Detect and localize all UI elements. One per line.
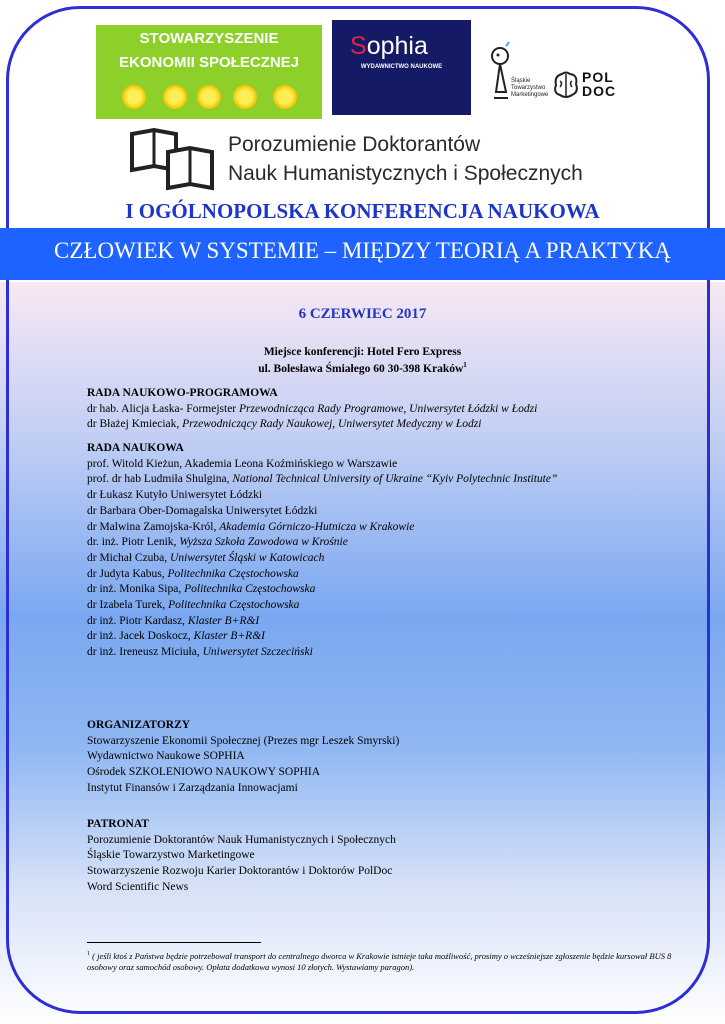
member-row [87, 567, 557, 583]
footnote: $^1$ ( jeśli ktoś z Państwa będzie potrzebował transport do centralnego dworca w Krakowie istnieje taka możliwość, prosimy o wcześniejsze zgłoszenie będzie kursował BUS 8 osobowy oraz samochód osobowy. Opłata dodatkowa wynosi 10 złotych. Wystawiamy paragon). [87, 950, 672, 972]
program-council-section [87, 386, 537, 433]
member-name: dr inż. Ireneusz Miciuła, [87, 646, 203, 659]
member-name: dr inż. Jacek Doskocz, [87, 630, 194, 643]
member-affiliation: Politechnika Częstochowska [168, 599, 300, 612]
patronage-section [87, 817, 396, 896]
sun-icon [163, 85, 187, 109]
organizers-list [87, 734, 399, 797]
member-name: dr Judyta Kabus, [87, 567, 168, 580]
poldoc-logo-text: POL DOC [582, 69, 617, 99]
venue-name: Miejsce konferencji: Hotel Fero Express [263, 346, 462, 358]
member-affiliation: Przewodniczący Rady Naukowej, Uniwersytet Medyczny w Łodzi [182, 418, 482, 431]
member-row [87, 472, 557, 488]
member-name: dr inż. Piotr Kardasz, [87, 614, 188, 627]
member-name: dr Izabela Turek, [87, 599, 169, 612]
list-item: Word Scientific News [87, 880, 189, 893]
brain-icon [552, 70, 580, 100]
member-affiliation: Klaster B+R&I [187, 614, 260, 627]
footnote-divider [87, 942, 261, 943]
conference-subtitle: CZŁOWIEK W SYSTEMIE – MIĘDZY TEORIĄ A PRAKTYKĄ [54, 238, 671, 263]
section-heading: RADA NAUKOWA [87, 442, 184, 454]
member-row [87, 645, 557, 661]
section-heading: ORGANIZATORZY [87, 719, 191, 731]
member-name: prof. Witold Kieżun, Akademia Leona Koźmińskiego w Warszawie [87, 457, 398, 470]
member-row [87, 629, 557, 645]
member-name: dr inż. Monika Sipa, [87, 583, 185, 596]
member-affiliation: National Technical University of Ukraine “Kyiv Polytechnic Institute” [232, 473, 558, 486]
member-name: dr Malwina Zamojska-Król, [87, 520, 220, 533]
member-affiliation: Przewodnicząca Rady Programowe, Uniwersytet Łódzki w Łodzi [239, 402, 538, 415]
subtitle-band [0, 228, 725, 280]
member-affiliation: Uniwersytet Szczeciński [202, 646, 313, 659]
venue-address: ul. Bolesława Śmiałego 60 30-398 Kraków$^1$ [258, 361, 467, 375]
member-name: dr hab. Alicja Łaska- Formejster [87, 402, 240, 415]
member-row [87, 417, 537, 433]
sun-icon [273, 85, 297, 109]
member-row [87, 457, 557, 473]
member-affiliation: Politechnika Częstochowska [184, 583, 316, 596]
member-row [87, 535, 557, 551]
member-row [87, 614, 557, 630]
sep-logo-line1: STOWARZYSZENIE [139, 30, 279, 47]
member-affiliation: Akademia Górniczo-Hutnicza w Krakowie [219, 520, 415, 533]
organizers-section [87, 718, 399, 797]
scientific-council-section [87, 441, 557, 661]
list-item: Wydawnictwo Naukowe SOPHIA [87, 750, 245, 763]
sun-icon [197, 85, 221, 109]
list-item: Śląskie Towarzystwo Marketingowe [87, 849, 255, 862]
member-affiliation: Politechnika Częstochowska [167, 567, 299, 580]
sophia-logo-subtitle: WYDAWNICTWO NAUKOWE [360, 64, 443, 70]
sophia-logo [332, 20, 471, 115]
member-name: dr Barbara Ober-Domagalska Uniwersytet Łódzki [87, 504, 318, 517]
porozumienie-logo-text: Porozumienie Doktorantów Nauk Humanistycznych i Społecznych [228, 133, 583, 185]
member-row [87, 582, 557, 598]
list-item: Stowarzyszenie Ekonomii Społecznej (Prezes mgr Leszek Smyrski) [87, 734, 400, 747]
member-name: prof. dr hab Ludmiła Shulgina, [87, 473, 233, 486]
member-row [87, 551, 557, 567]
sophia-logo-name: Sophia [350, 32, 428, 60]
sep-logo [96, 25, 322, 119]
member-affiliation: Klaster B+R&I [193, 630, 265, 643]
footnote-marker: 1 [463, 361, 467, 369]
conference-date: 6 CZERWIEC 2017 [298, 306, 427, 322]
member-row [87, 402, 537, 418]
scientific-council-list [87, 457, 557, 661]
member-row [87, 488, 557, 504]
list-item: Stowarzyszenie Rozwoju Karier Doktorantów i Doktorów PolDoc [87, 865, 393, 878]
sep-logo-line2: EKONOMII SPOŁECZNEJ [118, 54, 300, 71]
sun-icon [122, 85, 146, 109]
conference-title: I OGÓLNOPOLSKA KONFERENCJA NAUKOWA [125, 199, 600, 223]
list-item: Instytut Finansów i Zarządzania Innowacjami [87, 781, 298, 794]
member-name: dr Łukasz Kutyło Uniwersytet Łódzki [87, 489, 263, 502]
member-row [87, 598, 557, 614]
sun-icon [233, 85, 257, 109]
list-item: Porozumienie Doktorantów Nauk Humanistycznych i Społecznych [87, 833, 396, 846]
member-row [87, 520, 557, 536]
member-name: dr Błażej Kmieciak, [87, 418, 183, 431]
member-affiliation: Uniwersytet Śląski w Katowicach [170, 551, 325, 564]
member-name: dr Michał Czuba, [87, 551, 171, 564]
member-name: dr. inż. Piotr Lenik, [87, 536, 180, 549]
program-council-list [87, 402, 537, 433]
list-item: Ośrodek SZKOLENIOWO NAUKOWY SOPHIA [87, 766, 321, 779]
open-books-icon [128, 126, 224, 196]
member-affiliation: Wyższa Szkoła Zawodowa w Krośnie [179, 536, 348, 549]
stm-logo-text: Śląskie Towarzystwo Marketingowe [511, 78, 549, 98]
member-row [87, 504, 557, 520]
section-heading: RADA NAUKOWO-PROGRAMOWA [87, 387, 278, 399]
section-heading: PATRONAT [87, 818, 149, 830]
patronage-list [87, 833, 396, 896]
